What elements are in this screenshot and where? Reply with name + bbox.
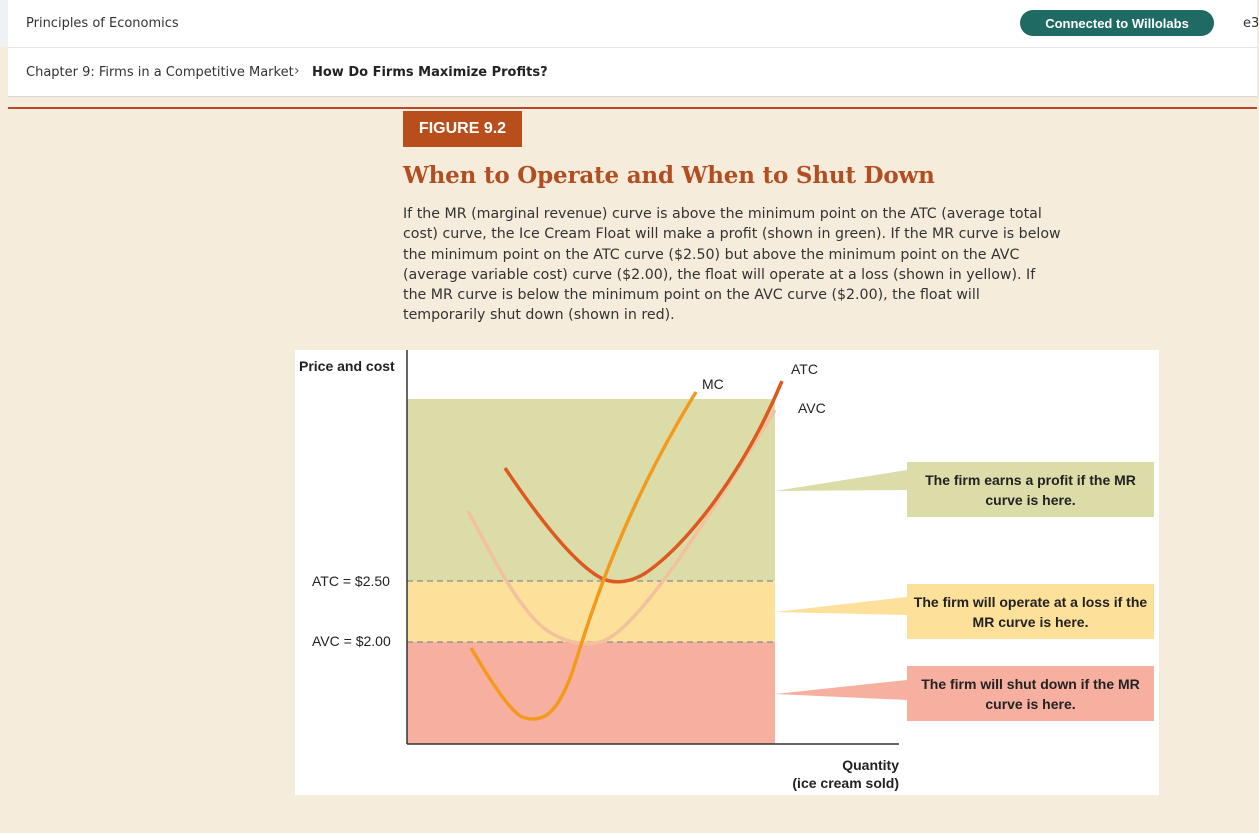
atc-tick-label: ATC = $2.50 <box>312 573 390 589</box>
figure-title: When to Operate and When to Shut Down <box>403 162 935 189</box>
profit-callout-text: The firm earns a profit if the MR curve is here. <box>925 471 1136 508</box>
figure-caption: If the MR (marginal revenue) curve is above the minimum point on the ATC (average total cost) curve, the Ice Cream Float will make a profit (shown in green). If the MR curve is below the minimum point on the ATC curve ($2.50) but above the minimum point on the AVC (average variable cost) curve ($2.00), the float will operate at a loss (shown in yellow). If the MR curve is below the minimum point on the AVC curve ($2.00), the float will temporarily shut down (shown in red). <box>403 206 1061 324</box>
shutdown-callout-text: The firm will shut down if the MR curve is here. <box>921 675 1140 712</box>
shutdown-region <box>407 642 775 744</box>
profit-callout-pointer <box>775 470 907 491</box>
chart-svg <box>295 350 1159 795</box>
left-gutter <box>0 0 8 47</box>
x-axis-label-line1: Quantity <box>842 757 899 773</box>
breadcrumb-current-section: How Do Firms Maximize Profits? <box>312 65 548 80</box>
mc-curve-label: MC <box>702 376 724 392</box>
book-title[interactable]: Principles of Economics <box>26 16 179 31</box>
chevron-right-icon: › <box>294 63 300 79</box>
breadcrumb-chapter-link[interactable]: Chapter 9: Firms in a Competitive Market <box>26 65 294 80</box>
x-axis-label-line2: (ice cream sold) <box>792 775 899 791</box>
profit-region <box>407 399 775 581</box>
atc-curve-label: ATC <box>791 361 818 377</box>
top-bar <box>0 0 1257 47</box>
section-divider <box>8 107 1257 109</box>
connection-status-button[interactable]: Connected to Willolabs <box>1020 10 1214 36</box>
y-axis-label: Price and cost <box>299 358 395 374</box>
avc-tick-label: AVC = $2.00 <box>312 633 391 649</box>
loss-callout-pointer <box>775 597 907 615</box>
figure-label-badge: FIGURE 9.2 <box>403 111 522 147</box>
figure-chart <box>295 350 1159 795</box>
avc-curve-label: AVC <box>798 400 826 416</box>
loss-callout-text: The firm will operate at a loss if the MR curve is here. <box>913 593 1148 630</box>
breadcrumb <box>8 47 1257 97</box>
shutdown-callout-pointer <box>775 680 907 700</box>
truncated-header-text: e3 <box>1243 16 1259 31</box>
